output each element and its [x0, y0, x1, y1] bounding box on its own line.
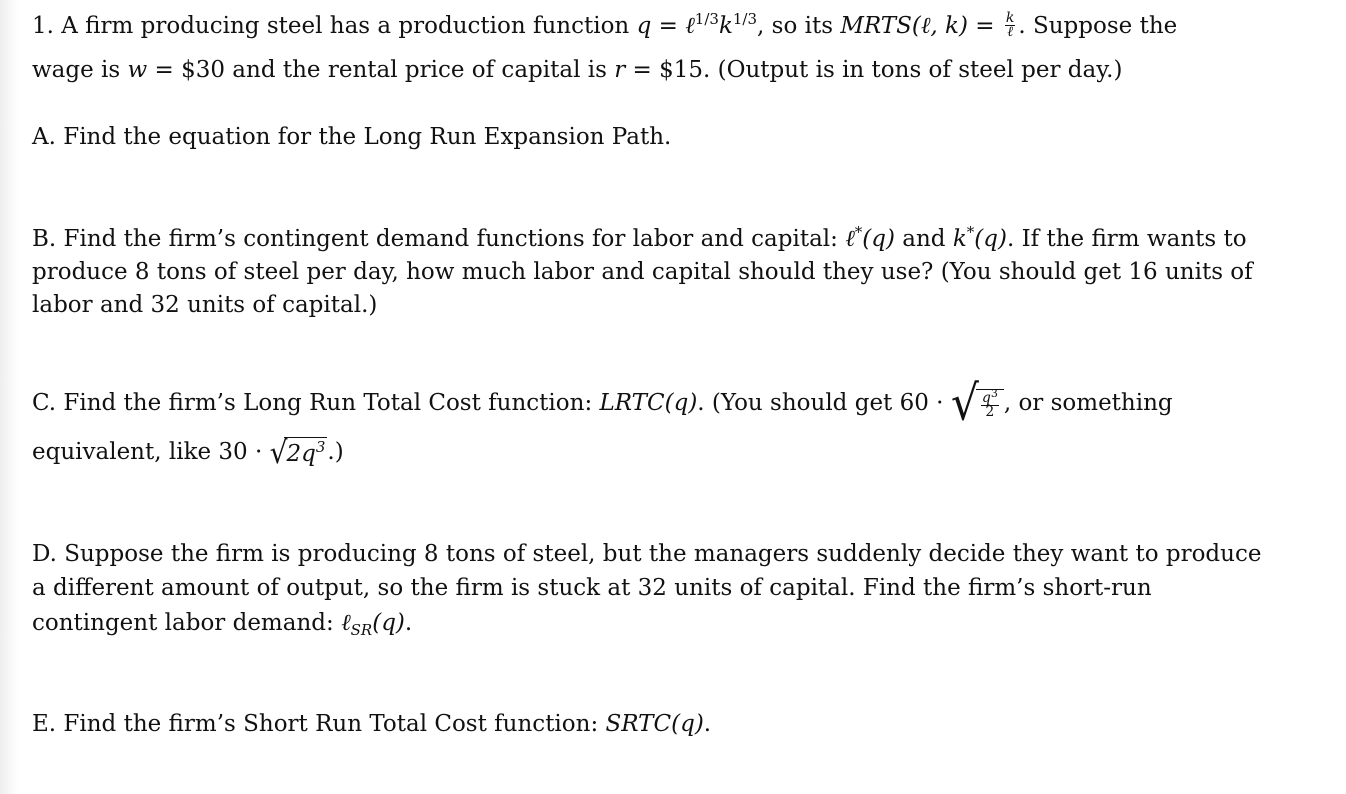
math-var-q: q	[636, 13, 652, 39]
math-sqrt-q3-over-2	[950, 375, 1004, 432]
part-e-question	[32, 709, 711, 739]
text-segment: =	[967, 13, 1002, 39]
radicand	[284, 437, 327, 469]
part-d-line-2: a different amount of output, so the firm is stuck at 32 units of capital. Find the firm’s short-run	[32, 575, 1152, 601]
math-exponent: 1/3	[694, 10, 719, 28]
problem-statement-line-2	[32, 55, 1122, 85]
part-b-line-2: produce 8 tons of steel per day, how much labor and capital should they use? (You should get 16 units of	[32, 259, 1253, 285]
text-segment: . (You should get 60 ·	[697, 390, 951, 416]
math-arg-q: (q)	[372, 610, 405, 636]
math-var-k: k	[952, 226, 967, 252]
radicand	[976, 389, 1004, 420]
fraction-denominator: ℓ	[1007, 23, 1014, 40]
text-segment: .)	[327, 439, 344, 465]
part-d-line-1: D. Suppose the firm is producing 8 tons of steel, but the managers suddenly decide they want to produce	[32, 541, 1262, 567]
math-mrts: MRTS(ℓ, k)	[840, 13, 968, 39]
fraction-denominator: 2	[985, 404, 995, 420]
part-d-line-3	[32, 608, 412, 638]
math-var-q: q	[981, 390, 991, 406]
text-segment: equivalent, like 30 ·	[32, 439, 270, 465]
text-segment: . Suppose the	[1018, 13, 1178, 39]
text-segment: and	[894, 226, 953, 252]
math-lrtc: LRTC(q)	[599, 390, 698, 416]
text-segment: 1. A firm producing steel has a production function	[32, 13, 637, 39]
text-segment: = $30 and the rental price of capital is	[147, 57, 615, 83]
text-segment: =	[651, 13, 686, 39]
math-star: *	[854, 223, 863, 241]
text-segment: .	[703, 711, 712, 737]
part-b-line-3: labor and 32 units of capital.)	[32, 292, 378, 318]
math-subscript-sr: SR	[350, 621, 373, 639]
part-b-line-1	[32, 224, 1247, 254]
radical-sign: √	[950, 375, 979, 432]
radical-sign: √	[269, 434, 288, 471]
text-segment: = $15. (Output is in tons of steel per day.)	[625, 57, 1123, 83]
math-var-ell: ℓ	[845, 226, 855, 252]
math-var-ell: ℓ	[685, 13, 695, 39]
text-segment: , or something	[1003, 390, 1173, 416]
math-fraction-q3-over-2	[981, 387, 999, 420]
text-segment: contingent labor demand:	[32, 610, 342, 636]
part-c-line-2	[32, 434, 344, 471]
math-arg-q: (q)	[862, 226, 895, 252]
math-exponent: 3	[990, 387, 998, 400]
text-segment: , so its	[757, 13, 841, 39]
math-fraction-k-over-ell	[1005, 9, 1015, 40]
part-a-question: A. Find the equation for the Long Run Expansion Path.	[32, 124, 672, 150]
math-var-ell: ℓ	[341, 610, 351, 636]
math-sqrt-2q3	[270, 436, 328, 470]
text-segment: .	[404, 610, 413, 636]
math-star: *	[966, 223, 975, 241]
math-exponent: 3	[315, 438, 326, 456]
text-segment: C. Find the firm’s Long Run Total Cost function:	[32, 390, 600, 416]
text-segment: E. Find the firm’s Short Run Total Cost function:	[32, 711, 606, 737]
math-arg-q: (q)	[974, 226, 1007, 252]
math-var-r: r	[614, 57, 626, 83]
math-exponent: 1/3	[732, 10, 758, 28]
math-srtc: SRTC(q)	[605, 711, 704, 737]
radicand-body: 2q	[286, 441, 316, 467]
math-var-w: w	[127, 57, 148, 83]
text-segment: . If the firm wants to	[1006, 226, 1247, 252]
text-segment: B. Find the firm’s contingent demand functions for labor and capital:	[32, 226, 846, 252]
math-var-k: k	[718, 13, 733, 39]
text-segment: wage is	[32, 57, 128, 83]
fraction-numerator: k	[1005, 9, 1015, 26]
part-c-line-1	[32, 375, 1173, 432]
problem-statement-line-1	[32, 11, 1177, 41]
